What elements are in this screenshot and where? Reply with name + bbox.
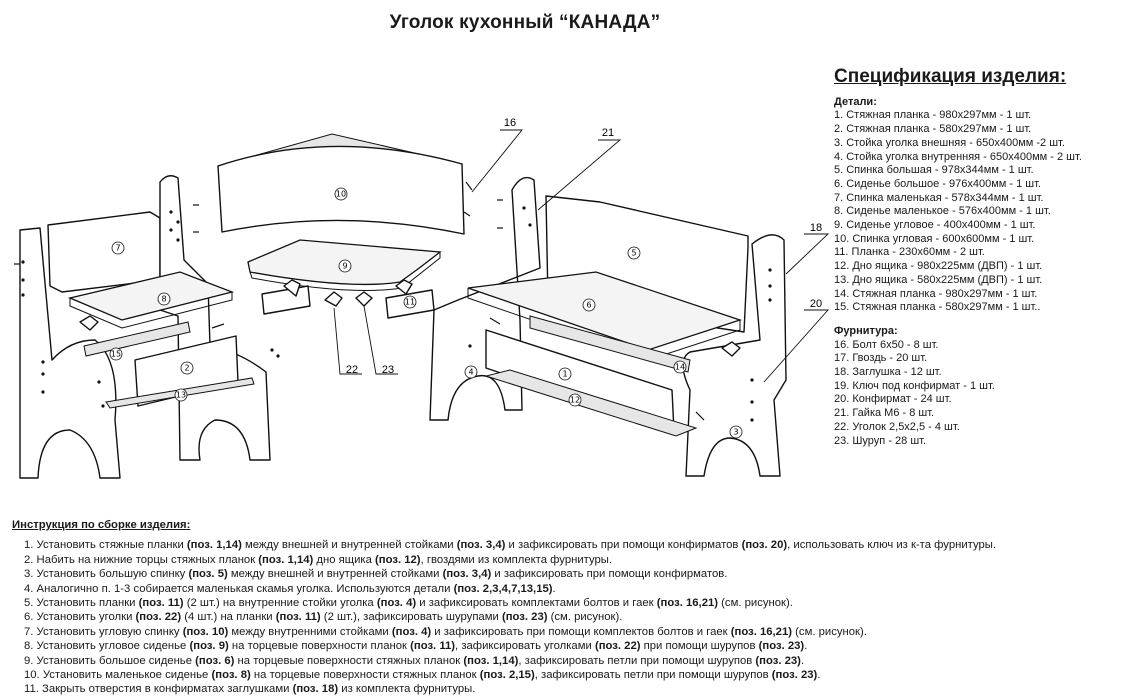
spec-item: 15. Стяжная планка - 580х297мм - 1 шт.. [834,301,1041,314]
part-label [158,293,170,305]
step-text: 8. Установить угловое сиденье [24,640,190,653]
instruction-step [12,567,1117,581]
svg-text:1: 1 [562,369,568,379]
instruction-step [12,596,1117,610]
callout-label: 20 [809,298,823,310]
spec-item: 20. Конфирмат - 24 шт. [834,393,952,406]
position-ref: (поз. 8) [211,669,251,682]
callout-label: 22 [345,364,359,376]
position-ref: (поз. 18) [292,683,339,696]
position-ref: (поз. 3,4) [456,539,506,552]
part-label [181,362,193,374]
callout-label: 18 [809,222,823,234]
step-text: 2. Набить на нижние торцы стяжных планок [24,553,259,566]
step-text: 1. Установить стяжные планки [24,539,187,552]
spec-item: 9. Сиденье угловое - 400х400мм - 1 шт. [834,219,1036,232]
position-ref: (поз. 22) [135,611,182,624]
step-text: (см. рисунок). [718,597,793,610]
step-text: , зафиксировать петли при помощи шурупов [534,669,772,682]
spec-item: 11. Планка - 230х60мм - 2 шт. [834,246,985,259]
svg-text:13: 13 [175,390,187,400]
spec-item: 21. Гайка М6 - 8 шт. [834,407,935,420]
instruction-step [12,639,1117,653]
step-text: , использовать ключ из к-та фурнитуры. [787,539,997,552]
spec-item: 12. Дно ящика - 980х225мм (ДВП) - 1 шт. [834,260,1043,273]
position-ref: (поз. 23) [771,669,818,682]
step-text: из комплекта фурнитуры. [338,683,476,696]
svg-text:12: 12 [569,395,581,405]
page-title: Уголок кухонный “КАНАДА” [389,12,661,33]
step-text: (см. рисунок). [792,625,867,638]
svg-text:11: 11 [404,297,416,307]
position-ref: (поз. 4) [376,597,417,610]
instruction-step [12,654,1117,668]
corner-back-part [218,134,464,234]
spec-item: 17. Гвоздь - 20 шт. [834,352,928,365]
spec-item: 6. Сиденье большое - 976х400мм - 1 шт. [834,177,1041,190]
part-label [569,394,581,406]
position-ref: (поз. 3,4) [442,568,492,581]
position-ref: (поз. 1,14) [258,553,314,566]
part-label [559,368,571,380]
position-ref: (поз. 10) [182,625,229,638]
step-text: (2 шт.) на внутренние стойки уголка [183,597,377,610]
instruction-step [12,668,1117,682]
instructions-list [12,538,1117,696]
step-text: 11. Закрыть отверстия в конфирматах заглушками [24,683,293,696]
step-text: 4. Аналогично п. 1-3 собирается маленькая скамья уголка. Используются детали [24,582,454,595]
step-text: на торцевые поверхности планок [228,640,411,653]
position-ref: (поз. 6) [195,654,235,667]
position-ref: (поз. 11) [410,640,456,653]
position-ref: (поз. 12) [375,553,421,566]
position-ref: (поз. 11) [138,597,184,610]
position-ref: (поз. 23) [758,640,805,653]
part-label [404,296,416,308]
svg-text:10: 10 [335,189,347,199]
part-label [583,299,595,311]
callout-label: 16 [503,117,517,129]
spec-item: 8. Сиденье маленькое - 576х400мм - 1 шт. [834,205,1051,218]
position-ref: (поз. 16,21) [730,625,793,638]
spec-item: 19. Ключ под конфирмат - 1 шт. [834,379,995,392]
part-label [730,426,742,438]
position-ref: (поз. 16,21) [656,597,719,610]
spec-item: 22. Уголок 2,5х2,5 - 4 шт. [834,420,960,433]
position-ref: (поз. 22) [594,640,641,653]
hardware-heading: Фурнитура: [834,324,898,337]
callout-label: 23 [381,364,395,376]
position-ref: (поз. 2,3,4,7,13,15) [453,582,553,595]
step-text: между внешней и внутренней стойками [227,568,443,581]
svg-text:8: 8 [161,294,167,304]
step-text: 7. Установить угловую спинку [24,625,183,638]
step-text: между внешней и внутренней стойками [241,539,457,552]
spec-item: 3. Стойка уголка внешняя - 650х400мм -2 шт. [834,136,1065,149]
parts-list [834,109,1114,315]
spec-item: 23. Шуруп - 28 шт. [834,434,927,447]
instruction-step [12,582,1117,596]
part-label [628,247,640,259]
svg-text:3: 3 [733,427,739,437]
step-text: и зафиксировать при помощи комплектов болтов и гаек [431,625,731,638]
part-label [110,348,122,360]
part-label [335,188,347,200]
step-text: (4 шт.) на планки [181,611,276,624]
spec-item: 13. Дно ящика - 580х225мм (ДВП) - 1 шт. [834,273,1043,286]
step-text: 5. Установить планки [24,597,139,610]
position-ref: (поз. 5) [188,568,228,581]
assembly-instructions [12,518,1117,697]
spec-item: 16. Болт 6х50 - 8 шт. [834,338,939,351]
step-text: (2 шт.), зафиксировать шурупами [320,611,502,624]
svg-text:7: 7 [115,243,121,253]
instruction-step [12,610,1117,624]
spec-item: 1. Стяжная планка - 980х297мм - 1 шт. [834,109,1032,122]
spec-item: 14. Стяжная планка - 980х297мм - 1 шт. [834,287,1038,300]
part-label [339,260,351,272]
instructions-heading: Инструкция по сборке изделия: [12,519,191,531]
spec-item: 18. Заглушка - 12 шт. [834,366,942,379]
step-text: на торцевые поверхности стяжных планок [234,654,464,667]
spec-item: 4. Стойка уголка внутренняя - 650х400мм - 2 шт. [834,150,1082,163]
specification-panel [834,66,1114,448]
spec-item: 2. Стяжная планка - 580х297мм - 1 шт. [834,123,1032,136]
svg-text:5: 5 [631,248,637,258]
step-text: и зафиксировать комплектами болтов и гаек [416,597,657,610]
step-text: , гвоздями из комплекта фурнитуры. [420,553,613,566]
spec-item: 7. Спинка маленькая - 578х344мм - 1 шт. [834,191,1044,204]
spec-item: 10. Спинка угловая - 600х600мм - 1 шт. [834,232,1035,245]
instruction-step [12,553,1117,567]
step-text: 9. Установить большое сиденье [24,654,196,667]
position-ref: (поз. 4) [391,625,432,638]
position-ref: (поз. 20) [741,539,788,552]
step-text: дно ящика [313,553,376,566]
position-ref: (поз. 11) [275,611,321,624]
svg-text:4: 4 [468,367,474,377]
instruction-step [12,682,1117,696]
part-label [112,242,124,254]
svg-text:9: 9 [342,261,348,271]
step-text: . [800,654,805,667]
step-text: 3. Установить большую спинку [24,568,189,581]
step-text: , зафиксировать петли при помощи шурупов [518,654,756,667]
step-text: . [817,669,821,682]
step-text: при помощи шурупов [640,640,759,653]
svg-text:15: 15 [110,349,122,359]
svg-text:2: 2 [184,363,190,373]
hardware-list [834,339,1114,449]
spec-item: 5. Спинка большая - 978х344мм - 1 шт. [834,164,1034,177]
spec-heading: Спецификация изделия: [834,66,1067,87]
position-ref: (поз. 9) [189,640,229,653]
step-text: 10. Установить маленькое сиденье [24,669,212,682]
parts-heading: Детали: [834,95,877,108]
callout-label: 21 [601,127,615,139]
instruction-step [12,625,1117,639]
position-ref: (поз. 1,14) [463,654,519,667]
position-ref: (поз. 1,14) [186,539,242,552]
step-text: 6. Установить уголки [24,611,136,624]
part-label [674,361,686,373]
part-label [465,366,477,378]
step-text: и зафиксировать при помощи конфирматов [505,539,742,552]
step-text: между внутренними стойками [228,625,392,638]
step-text: на торцевые поверхности стяжных планок [250,669,480,682]
step-text: и зафиксировать при помощи конфирматов. [491,568,728,581]
step-text: . [804,640,808,653]
position-ref: (поз. 2,15) [479,669,535,682]
step-text: , зафиксировать уголками [455,640,595,653]
position-ref: (поз. 23) [755,654,801,667]
step-text: (см. рисунок). [547,611,623,624]
part-label [175,389,187,401]
position-ref: (поз. 23) [501,611,548,624]
svg-text:6: 6 [586,300,592,310]
instruction-step [12,538,1117,552]
step-text: . [552,582,556,595]
svg-text:14: 14 [674,362,686,372]
